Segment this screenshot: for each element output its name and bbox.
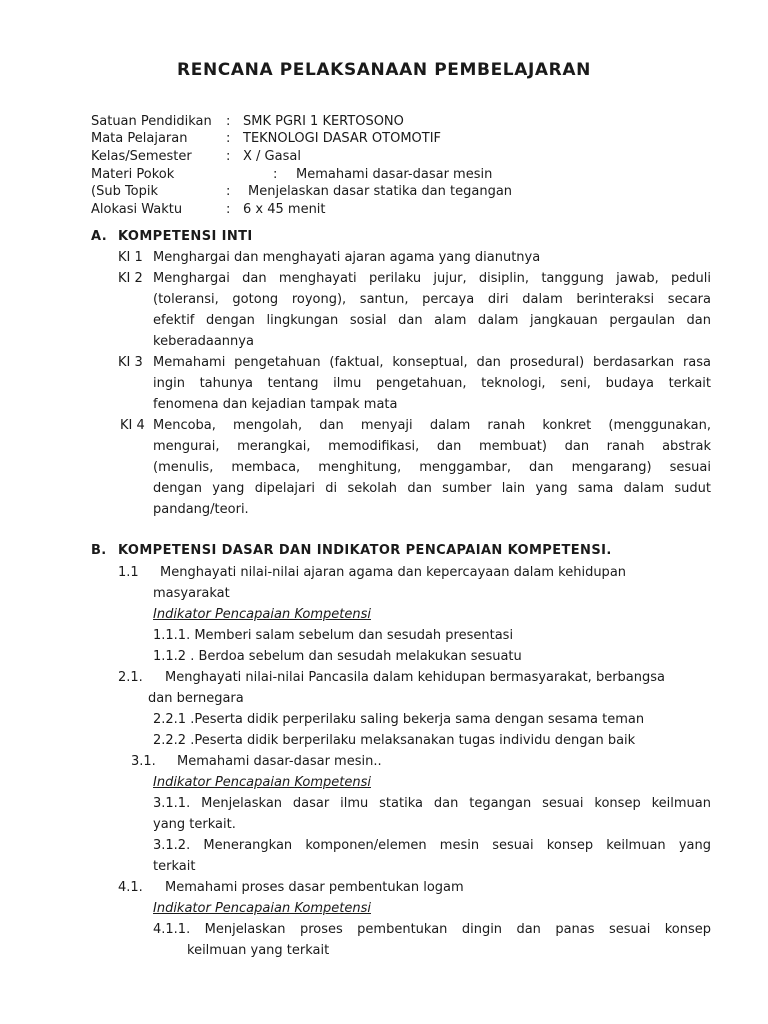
- indicator-item: 4.1.1. Menjelaskan proses pembentukan dingin dan panas sesuai konsep: [153, 922, 711, 937]
- ki-text-line: ingin tahunya tentang ilmu pengetahuan, teknologi, seni, budaya terkait: [153, 376, 711, 391]
- identity-label: Satuan Pendidikan: [91, 114, 212, 129]
- section-b-heading: KOMPETENSI DASAR DAN INDIKATOR PENCAPAIAN KOMPETENSI.: [118, 543, 612, 558]
- indicator-heading: Indikator Pencapaian Kompetensi: [153, 901, 371, 916]
- indicator-item: 1.1.2 . Berdoa sebelum dan sesudah melakukan sesuatu: [153, 649, 522, 664]
- identity-colon: :: [226, 184, 231, 199]
- ki-text-line: pandang/teori.: [153, 502, 249, 517]
- section-a-letter: A.: [91, 229, 108, 244]
- kd-number: 1.1: [118, 565, 139, 580]
- kd-number: 2.1.: [118, 670, 143, 685]
- ki-code: KI 3: [118, 355, 143, 370]
- identity-colon: :: [226, 202, 231, 217]
- indicator-heading: Indikator Pencapaian Kompetensi: [153, 775, 371, 790]
- kd-text-line: masyarakat: [153, 586, 230, 601]
- identity-colon: :: [273, 167, 278, 182]
- indicator-item-cont: keilmuan yang terkait: [187, 943, 330, 958]
- section-b-letter: B.: [91, 543, 107, 558]
- indicator-item-cont: yang terkait.: [153, 817, 236, 832]
- identity-value: SMK PGRI 1 KERTOSONO: [243, 114, 404, 129]
- identity-value: Menjelaskan dasar statika dan tegangan: [248, 184, 513, 199]
- page-title: RENCANA PELAKSANAAN PEMBELAJARAN: [177, 60, 591, 80]
- indicator-item: 2.2.2 .Peserta didik berperilaku melaksanakan tugas individu dengan baik: [153, 733, 636, 748]
- identity-value: TEKNOLOGI DASAR OTOMOTIF: [243, 131, 442, 146]
- ki-text-line: dengan yang dipelajari di sekolah dan sumber lain yang sama dalam sudut: [153, 481, 711, 496]
- ki-text-line: Mencoba, mengolah, dan menyaji dalam ranah konkret (menggunakan,: [153, 418, 711, 433]
- identity-value: Memahami dasar-dasar mesin: [296, 167, 493, 182]
- identity-value: 6 x 45 menit: [243, 202, 326, 217]
- identity-colon: :: [226, 149, 231, 164]
- indicator-item: 3.1.1. Menjelaskan dasar ilmu statika dan tegangan sesuai konsep keilmuan: [153, 796, 711, 811]
- indicator-item: 1.1.1. Memberi salam sebelum dan sesudah presentasi: [153, 628, 514, 643]
- identity-label: Alokasi Waktu: [91, 202, 183, 217]
- ki-text-line: keberadaannya: [153, 334, 254, 349]
- identity-label: (Sub Topik: [91, 184, 159, 199]
- indicator-item-cont: terkait: [153, 859, 196, 874]
- kd-text-line: Menghayati nilai-nilai ajaran agama dan kepercayaan dalam kehidupan: [160, 565, 627, 580]
- section-a-heading: KOMPETENSI INTI: [118, 229, 253, 244]
- identity-value: X / Gasal: [243, 149, 301, 164]
- kd-number: 3.1.: [131, 754, 156, 769]
- kd-text-line: dan bernegara: [148, 691, 244, 706]
- ki-code: KI 4: [120, 418, 145, 433]
- ki-text-line: mengurai, merangkai, memodifikasi, dan membuat) dan ranah abstrak: [153, 439, 711, 454]
- kd-text-line: Memahami dasar-dasar mesin..: [177, 754, 382, 769]
- ki-text-line: fenomena dan kejadian tampak mata: [153, 397, 398, 412]
- ki-text-line: efektif dengan lingkungan sosial dan alam dalam jangkauan pergaulan dan: [153, 313, 711, 328]
- identity-colon: :: [226, 131, 231, 146]
- kd-text-line: Memahami proses dasar pembentukan logam: [165, 880, 464, 895]
- kd-text-line: Menghayati nilai-nilai Pancasila dalam kehidupan bermasyarakat, berbangsa: [165, 670, 665, 685]
- identity-colon: :: [226, 114, 231, 129]
- identity-label: Mata Pelajaran: [91, 131, 188, 146]
- ki-text-line: (menulis, membaca, menghitung, menggambar, dan mengarang) sesuai: [153, 460, 711, 475]
- kd-number: 4.1.: [118, 880, 143, 895]
- identity-label: Materi Pokok: [91, 167, 175, 182]
- ki-code: KI 1: [118, 250, 143, 265]
- ki-text-line: Menghargai dan menghayati perilaku jujur, disiplin, tanggung jawab, peduli: [153, 271, 711, 286]
- indicator-item: 2.2.1 .Peserta didik perperilaku saling bekerja sama dengan sesama teman: [153, 712, 645, 727]
- ki-text-line: Memahami pengetahuan (faktual, konseptual, dan prosedural) berdasarkan rasa: [153, 355, 711, 370]
- indicator-heading: Indikator Pencapaian Kompetensi: [153, 607, 371, 622]
- ki-code: KI 2: [118, 271, 143, 286]
- ki-text-line: (toleransi, gotong royong), santun, percaya diri dalam berinteraksi secara: [153, 292, 711, 307]
- indicator-item: 3.1.2. Menerangkan komponen/elemen mesin sesuai konsep keilmuan yang: [153, 838, 711, 853]
- identity-label: Kelas/Semester: [91, 149, 192, 164]
- ki-text-line: Menghargai dan menghayati ajaran agama yang dianutnya: [153, 250, 541, 265]
